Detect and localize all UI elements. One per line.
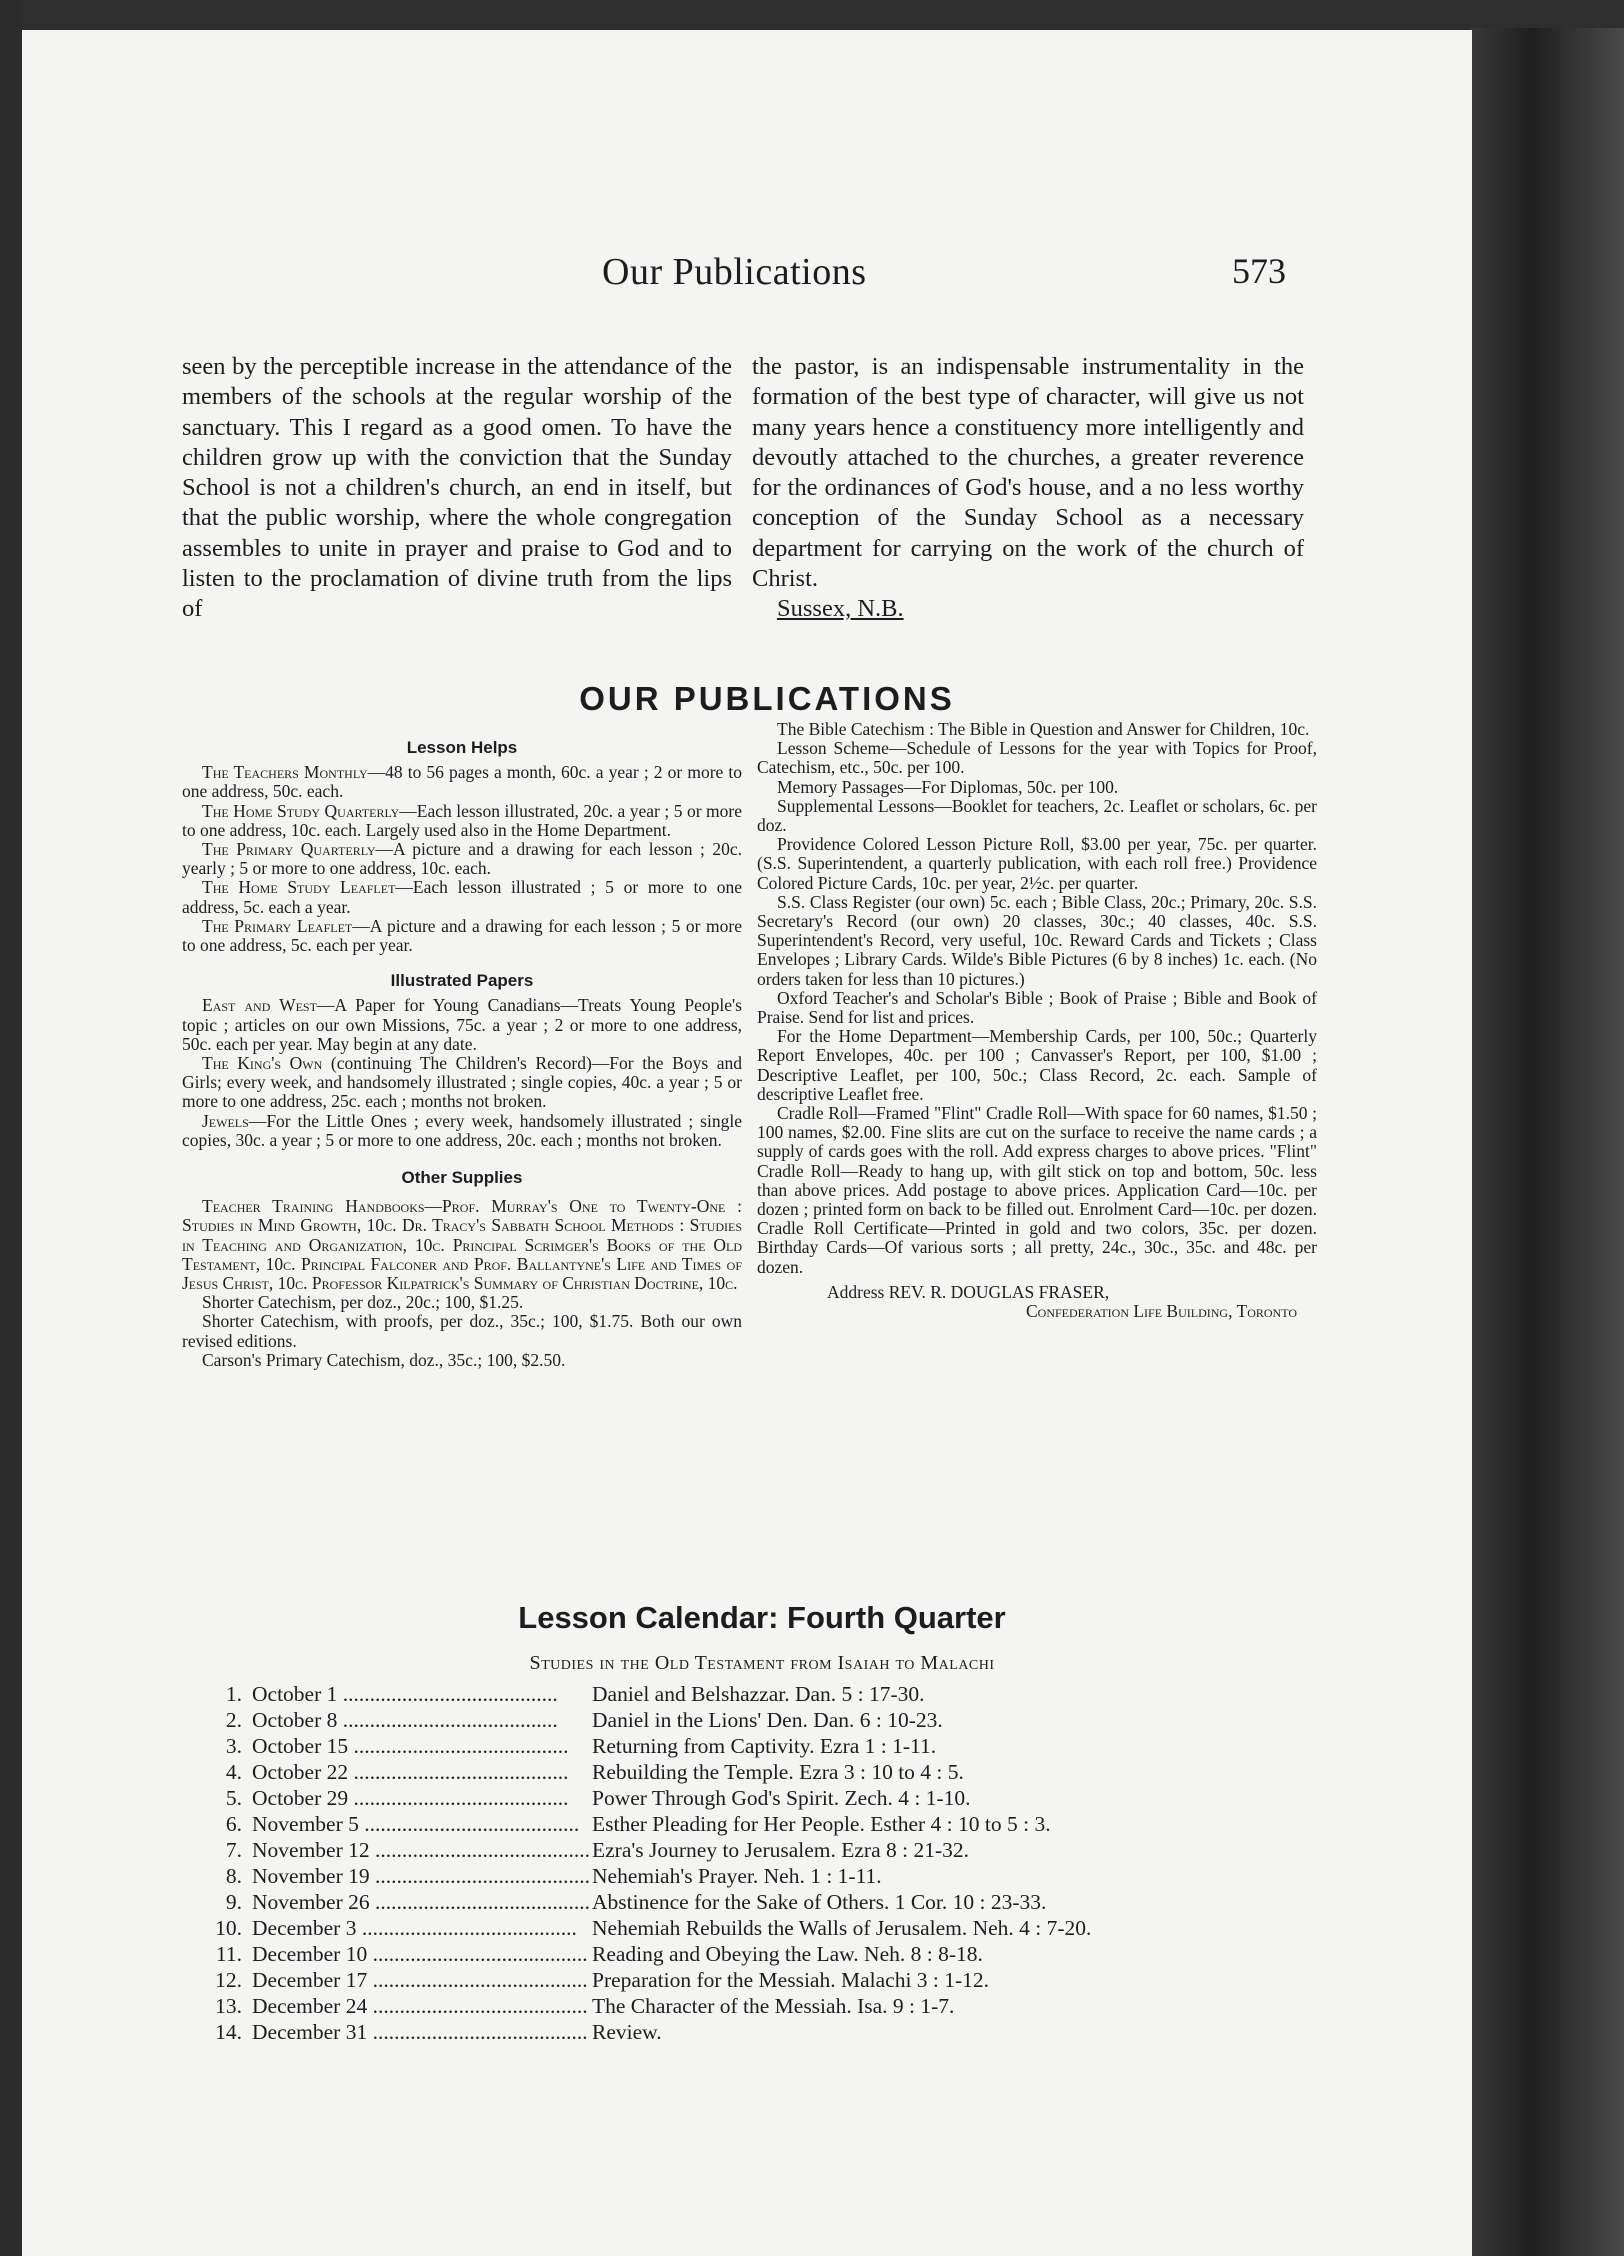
scan-border-left — [0, 0, 22, 2256]
calendar-subtitle: Studies in the Old Testament from Isaiah to Malachi — [529, 1652, 995, 1674]
address-line-1: Address REV. R. DOUGLAS FRASER, — [827, 1281, 1110, 1302]
calendar-row: 5. October 29 ..... Power Through God's Spirit. Zech. 4 : 1-10. — [204, 1785, 1344, 1811]
page-number: 573 — [1232, 251, 1286, 291]
list-item: The Primary Quarterly—A picture and a drawing for each lesson ; 20c. yearly ; 5 or more to one address, 10c. each. — [182, 839, 742, 879]
calendar-row: 9. November 26 ..... Abstinence for the Sake of Others. 1 Cor. 10 : 23-33. — [204, 1889, 1344, 1915]
calendar-row: 3. October 15 ..... Returning from Captivity. Ezra 1 : 1-11. — [204, 1733, 1344, 1759]
calendar-row: 8. November 19 ..... Nehemiah's Prayer. Neh. 1 : 1-11. — [204, 1863, 1344, 1889]
list-item: The Bible Catechism : The Bible in Question and Answer for Children, 10c. — [777, 719, 1310, 739]
list-item: Supplemental Lessons—Booklet for teachers, 2c. Leaflet or scholars, 6c. per doz. — [757, 795, 1317, 836]
calendar-title: Lesson Calendar: Fourth Quarter — [518, 1600, 1006, 1635]
list-item: Lesson Scheme—Schedule of Lessons for the year with Topics for Proof, Catechism, etc., 50c. per 100. — [757, 738, 1317, 778]
list-item: S.S. Class Register (our own) 5c. each ; Bible Class, 20c.; Primary, 20c. S.S. Secretary's Record (our own) 20 classes, 30c.; 40 classes, 40c. S.S. Superintendent's Record, very useful, 10c. Reward Cards and Tickets ; Class Envelopes ; Library Cards. Wilde's Bible Pictures (6 by 8 inches) 1c. each. (No orders taken for less than 10 pictures.) — [757, 891, 1317, 989]
article-right-column — [752, 352, 1304, 625]
list-item: East and West—A Paper for Young Canadians—Treats Young People's topic ; articles on our own Missions, 75c. a year ; 2 or more to one address, 50c. each per year. May begin at any date. — [182, 995, 742, 1054]
other-supplies-heading: Other Supplies — [401, 1168, 523, 1188]
list-item: The Teachers Monthly—48 to 56 pages a month, 60c. a year ; 2 or more to one address, 50c. each. — [182, 762, 743, 802]
article-signature: Sussex, N.B. — [777, 595, 904, 623]
calendar-row: 6. November 5 ..... Esther Pleading for Her People. Esther 4 : 10 to 5 : 3. — [204, 1811, 1344, 1837]
list-item: The Home Study Quarterly—Each lesson illustrated, 20c. a year ; 5 or more to one address, 10c. each. Largely used also in the Home Department. — [182, 800, 742, 840]
calendar-row: 2. October 8 ..... Daniel in the Lions' Den. Dan. 6 : 10-23. — [204, 1707, 1344, 1733]
list-item: Shorter Catechism, with proofs, per doz., 35c.; 100, $1.75. Both our own revised editions. — [182, 1311, 742, 1351]
publications-title: OUR PUBLICATIONS — [579, 680, 955, 717]
list-item: Jewels—For the Little Ones ; every week, handsomely illustrated ; single copies, 30c. a year ; 5 or more to one address, 20c. each ; months not broken. — [182, 1110, 742, 1150]
list-item: The Home Study Leaflet—Each lesson illustrated ; 5 or more to one address, 5c. each a year. — [182, 877, 743, 917]
lesson-helps-heading: Lesson Helps — [406, 738, 518, 757]
list-item: Providence Colored Lesson Picture Roll, $3.00 per year, 75c. per quarter. (S.S. Superintendent, a quarterly publication, with each roll free.) Providence Colored Picture Cards, 10c. per year, 2½c. per quarter. — [757, 834, 1317, 893]
calendar-row: 14. December 31 ..... Review. — [204, 2019, 1344, 2045]
list-item: For the Home Department—Membership Cards, per 100, 50c.; Quarterly Report Envelopes, 40c. per 100 ; Canvasser's Report, per 100, $1.00 ; Descriptive Leaflet, per 100, 50c.; Class Record, 2c. each. Sample of descriptive Leaflet free. — [757, 1026, 1317, 1104]
list-item: Shorter Catechism, per doz., 20c.; 100, $1.25. — [202, 1292, 524, 1313]
list-item: Carson's Primary Catechism, doz., 35c.; 100, $2.50. — [202, 1349, 566, 1370]
calendar-row: 12. December 17 ..... Preparation for the Messiah. Malachi 3 : 1-12. — [204, 1967, 1344, 1993]
scan-border-top — [0, 0, 1624, 30]
address-line-2: Confederation Life Building, Toronto — [1025, 1301, 1297, 1322]
calendar-row: 1. October 1 ..... Daniel and Belshazzar. Dan. 5 : 17-30. — [204, 1681, 1344, 1707]
illustrated-papers-heading: Illustrated Papers — [390, 971, 534, 991]
calendar-row: 11. December 10 ..... Reading and Obeying the Law. Neh. 8 : 8-18. — [204, 1941, 1344, 1967]
book-page — [22, 30, 1472, 2256]
publisher-address — [757, 1283, 1317, 1321]
lesson-calendar-list — [204, 1681, 1344, 2045]
article-right-text: the pastor, is an indispensable instrumentality in the formation of the best type of character, will give us not many years hence a constituency more intelligently and devoutly attached to the churches, a greater reverence for the ordinances of God's house, and a no less worthy conception of the Sunday School as a necessary department for carrying on the work of the church of Christ. — [752, 353, 1304, 593]
list-item: The Primary Leaflet—A picture and a drawing for each lesson ; 5 or more to one address, 5c. each per year. — [182, 915, 742, 956]
running-title: Our Publications — [602, 251, 867, 293]
publications-right-column — [757, 720, 1317, 1321]
calendar-row: 13. December 24 ..... The Character of the Messiah. Isa. 9 : 1-7. — [204, 1993, 1344, 2019]
list-item: The King's Own (continuing The Children's Record)—For the Boys and Girls; every week, and handsomely illustrated ; single copies, 40c. a year ; 5 or more to one address, 25c. each ; months not broken. — [182, 1053, 742, 1112]
list-item: Oxford Teacher's and Scholar's Bible ; Book of Praise ; Bible and Book of Praise. Send for list and prices. — [757, 987, 1317, 1028]
list-item: Memory Passages—For Diplomas, 50c. per 100. — [777, 776, 1119, 797]
list-item: Teacher Training Handbooks—Prof. Murray's One to Twenty-One : Studies in Mind Growth, 10c. Dr. Tracy's Sabbath School Methods : Studies in Teaching and Organization, 10c. Principal Scrimger's Books of the Old Testament, 10c. Principal Falconer and Prof. Ballantyne's Life and Times of Jesus Christ, 10c. Professor Kilpatrick's Summary of Christian Doctrine, 10c. — [182, 1196, 742, 1294]
article-left-column: seen by the perceptible increase in the attendance of the members of the schools at the regular worship of the sanctuary. This I regard as a good omen. To have the children grow up with the conviction that the Sunday School is not a children's church, an end in itself, but that the public worship, where the whole congregation assembles to unite in prayer and praise to God and to listen to the proclamation of divine truth from the lips of — [182, 353, 732, 623]
calendar-row: 10. December 3 ..... Nehemiah Rebuilds the Walls of Jerusalem. Neh. 4 : 7-20. — [204, 1915, 1344, 1941]
calendar-row: 4. October 22 ..... Rebuilding the Temple. Ezra 3 : 10 to 4 : 5. — [204, 1759, 1344, 1785]
book-page-edges — [1470, 28, 1624, 2256]
list-item: Cradle Roll—Framed "Flint" Cradle Roll—With space for 60 names, $1.50 ; 100 names, $2.00. Fine slits are cut on the surface to receive the name cards ; a supply of cards goes with the roll. Add express charges to above prices. "Flint" Cradle Roll—Ready to hang up, with gilt stick on top and bottom, 50c. less than above prices. Add postage to above prices. Application Card—10c. per dozen ; printed form on back to be filled out. Enrolment Card—10c. per dozen. Cradle Roll Certificate—Printed in gold and two colors, 35c. per dozen. Birthday Cards—Of various sorts ; all pretty, 24c., 30c., 35c. and 48c. per dozen. — [757, 1103, 1317, 1277]
calendar-row: 7. November 12 ..... Ezra's Journey to Jerusalem. Ezra 8 : 21-32. — [204, 1837, 1344, 1863]
publications-left-column — [182, 730, 742, 1370]
